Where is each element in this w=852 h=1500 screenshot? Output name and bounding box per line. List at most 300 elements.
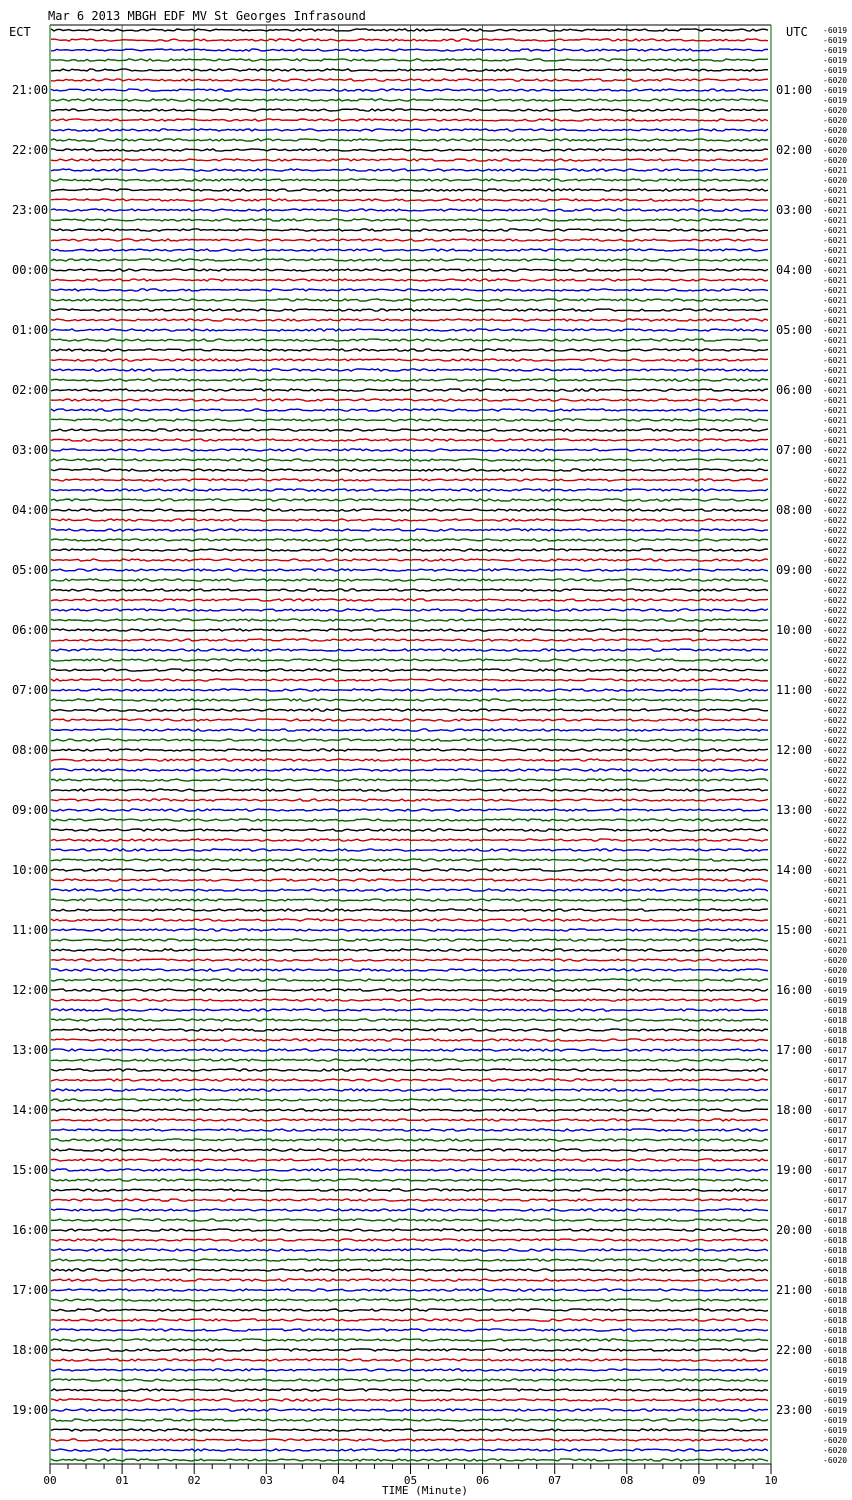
trace-line [51, 769, 768, 771]
trace-line [51, 549, 768, 551]
trace-line [51, 1179, 768, 1181]
trace-offset-label: -6020 [823, 126, 848, 135]
trace-offset-label: -6018 [823, 1006, 848, 1015]
trace-offset-label: -6022 [823, 676, 848, 685]
trace-line [51, 309, 768, 311]
trace-offset-label: -6021 [823, 206, 848, 215]
trace-offset-label: -6021 [823, 386, 848, 395]
trace-offset-label: -6017 [823, 1076, 848, 1085]
trace-offset-label: -6017 [823, 1136, 848, 1145]
right-time-label: 15:00 [776, 923, 813, 937]
trace-line [51, 609, 768, 611]
trace-offset-label: -6017 [823, 1046, 848, 1055]
trace-line [51, 1059, 768, 1061]
trace-line [51, 1289, 768, 1291]
left-time-label: 09:00 [12, 803, 49, 817]
trace-offset-label: -6022 [823, 636, 848, 645]
trace-line [51, 1309, 768, 1311]
trace-offset-label: -6018 [823, 1236, 848, 1245]
trace-line [51, 1159, 768, 1161]
trace-offset-label: -6022 [823, 626, 848, 635]
trace-line [51, 1439, 768, 1441]
trace-line [51, 579, 768, 581]
trace-offset-label: -6017 [823, 1176, 848, 1185]
right-time-label: 10:00 [776, 623, 813, 637]
trace-line [51, 1269, 768, 1271]
trace-line [51, 919, 768, 921]
trace-line [51, 1409, 768, 1411]
right-time-label: 01:00 [776, 83, 813, 97]
trace-offset-label: -6019 [823, 86, 848, 95]
trace-offset-label: -6022 [823, 466, 848, 475]
trace-offset-label: -6018 [823, 1296, 848, 1305]
left-time-label: 02:00 [12, 383, 49, 397]
trace-offset-label: -6018 [823, 1246, 848, 1255]
x-tick-label: 04 [331, 1474, 346, 1487]
trace-offset-label: -6020 [823, 76, 848, 85]
trace-line [51, 879, 768, 881]
right-time-label: 14:00 [776, 863, 813, 877]
trace-offset-label: -6019 [823, 1416, 848, 1425]
trace-offset-label: -6017 [823, 1056, 848, 1065]
trace-line [51, 229, 768, 231]
trace-line [51, 959, 768, 961]
trace-line [51, 279, 768, 281]
trace-offset-label: -6022 [823, 746, 848, 755]
trace-line [51, 1259, 768, 1261]
trace-line [51, 629, 768, 631]
right-time-label: 12:00 [776, 743, 813, 757]
x-tick-label: 02 [187, 1474, 201, 1487]
trace-offset-label: -6022 [823, 696, 848, 705]
trace-offset-label: -6021 [823, 166, 848, 175]
trace-offset-label: -6022 [823, 486, 848, 495]
trace-offset-label: -6021 [823, 426, 848, 435]
trace-line [51, 249, 768, 251]
trace-offset-label: -6017 [823, 1066, 848, 1075]
trace-line [51, 379, 768, 381]
trace-line [51, 159, 768, 161]
trace-offset-label: -6017 [823, 1156, 848, 1165]
trace-offset-label: -6017 [823, 1126, 848, 1135]
trace-offset-label: -6019 [823, 1376, 848, 1385]
left-time-label: 18:00 [12, 1343, 49, 1357]
trace-line [51, 739, 768, 741]
left-time-label: 17:00 [12, 1283, 49, 1297]
trace-offset-label: -6022 [823, 846, 848, 855]
trace-offset-label: -6021 [823, 266, 848, 275]
trace-offset-label: -6019 [823, 1396, 848, 1405]
right-timezone-label: UTC [786, 25, 808, 39]
trace-offset-label: -6021 [823, 406, 848, 415]
trace-line [51, 69, 768, 71]
trace-line [51, 849, 768, 851]
left-time-label: 01:00 [12, 323, 49, 337]
left-time-label: 22:00 [12, 143, 49, 157]
x-tick-label: 07 [548, 1474, 562, 1487]
trace-offset-label: -6020 [823, 1456, 848, 1465]
trace-offset-label: -6020 [823, 1446, 848, 1455]
trace-offset-label: -6022 [823, 646, 848, 655]
trace-offset-label: -6022 [823, 526, 848, 535]
trace-line [51, 419, 768, 421]
x-tick-label: 10 [764, 1474, 778, 1487]
trace-offset-label: -6021 [823, 216, 848, 225]
trace-line [51, 659, 768, 661]
trace-offset-label: -6022 [823, 556, 848, 565]
trace-line [51, 909, 768, 911]
trace-offset-label: -6021 [823, 396, 848, 405]
right-time-label: 18:00 [776, 1103, 813, 1117]
trace-line [51, 429, 768, 431]
trace-offset-label: -6020 [823, 116, 848, 125]
trace-offset-label: -6018 [823, 1306, 848, 1315]
trace-line [51, 219, 768, 221]
trace-offset-label: -6022 [823, 506, 848, 515]
trace-offset-label: -6020 [823, 946, 848, 955]
left-time-label: 12:00 [12, 983, 49, 997]
trace-line [51, 669, 768, 671]
right-time-label: 04:00 [776, 263, 813, 277]
trace-offset-label: -6022 [823, 816, 848, 825]
trace-line [51, 1099, 768, 1101]
trace-line [51, 289, 768, 291]
trace-offset-label: -6021 [823, 186, 848, 195]
trace-line [51, 1459, 768, 1461]
trace-line [51, 839, 768, 841]
right-time-label: 13:00 [776, 803, 813, 817]
trace-offset-label: -6021 [823, 276, 848, 285]
trace-offset-label: -6020 [823, 956, 848, 965]
trace-offset-label: -6020 [823, 1436, 848, 1445]
trace-line [51, 1139, 768, 1141]
trace-line [51, 39, 768, 41]
trace-line [51, 1039, 768, 1041]
x-tick-label: 03 [259, 1474, 273, 1487]
trace-line [51, 489, 768, 491]
trace-offset-label: -6018 [823, 1336, 848, 1345]
x-tick-label: 09 [692, 1474, 706, 1487]
trace-offset-label: -6022 [823, 826, 848, 835]
left-time-label: 10:00 [12, 863, 49, 877]
trace-line [51, 949, 768, 951]
trace-offset-label: -6018 [823, 1316, 848, 1325]
trace-offset-label: -6022 [823, 766, 848, 775]
left-time-label: 19:00 [12, 1403, 49, 1417]
trace-line [51, 1239, 768, 1241]
right-time-labels [776, 83, 812, 1417]
right-time-label: 23:00 [776, 1403, 813, 1417]
trace-offset-label: -6018 [823, 1276, 848, 1285]
trace-line [51, 269, 768, 271]
left-time-label: 08:00 [12, 743, 49, 757]
trace-offset-label: -6021 [823, 876, 848, 885]
trace-offset-label: -6022 [823, 806, 848, 815]
trace-offset-label: -6021 [823, 936, 848, 945]
trace-offset-label: -6021 [823, 316, 848, 325]
trace-offset-label: -6018 [823, 1346, 848, 1355]
trace-line [51, 459, 768, 461]
trace-line [51, 799, 768, 801]
trace-line [51, 619, 768, 621]
trace-line [51, 1109, 768, 1111]
trace-line [51, 149, 768, 151]
left-time-label: 06:00 [12, 623, 49, 637]
trace-offset-label: -6019 [823, 26, 848, 35]
trace-line [51, 399, 768, 401]
right-time-label: 05:00 [776, 323, 813, 337]
left-time-label: 21:00 [12, 83, 49, 97]
left-time-label: 13:00 [12, 1043, 49, 1057]
left-time-labels [12, 83, 48, 1417]
trace-line [51, 999, 768, 1001]
trace-line [51, 49, 768, 51]
trace-line [51, 1349, 768, 1351]
trace-line [51, 1209, 768, 1211]
trace-line [51, 359, 768, 361]
trace-line [51, 109, 768, 111]
trace-offset-labels [823, 26, 847, 1465]
trace-line [51, 199, 768, 201]
trace-offset-label: -6018 [823, 1286, 848, 1295]
trace-offset-label: -6022 [823, 706, 848, 715]
trace-line [51, 79, 768, 81]
trace-line [51, 239, 768, 241]
trace-offset-label: -6019 [823, 1426, 848, 1435]
trace-line [51, 129, 768, 131]
right-time-label: 03:00 [776, 203, 813, 217]
trace-offset-label: -6020 [823, 136, 848, 145]
trace-offset-label: -6021 [823, 886, 848, 895]
trace-line [51, 559, 768, 561]
trace-line [51, 689, 768, 691]
trace-line [51, 709, 768, 711]
trace-line [51, 1089, 768, 1091]
trace-line [51, 339, 768, 341]
trace-line [51, 639, 768, 641]
trace-line [51, 979, 768, 981]
trace-offset-label: -6021 [823, 326, 848, 335]
trace-line [51, 1009, 768, 1011]
trace-line [51, 1389, 768, 1391]
trace-line [51, 259, 768, 261]
trace-offset-label: -6018 [823, 1256, 848, 1265]
right-time-label: 02:00 [776, 143, 813, 157]
trace-line [51, 1219, 768, 1221]
right-time-label: 19:00 [776, 1163, 813, 1177]
trace-line [51, 449, 768, 451]
x-tick-label: 08 [620, 1474, 634, 1487]
trace-line [51, 439, 768, 441]
trace-lines [51, 29, 768, 1461]
trace-line [51, 89, 768, 91]
x-tick-label: 00 [43, 1474, 57, 1487]
trace-offset-label: -6022 [823, 616, 848, 625]
trace-line [51, 929, 768, 931]
trace-line [51, 389, 768, 391]
trace-offset-label: -6019 [823, 96, 848, 105]
trace-offset-label: -6021 [823, 286, 848, 295]
trace-offset-label: -6022 [823, 496, 848, 505]
trace-line [51, 529, 768, 531]
trace-offset-label: -6019 [823, 996, 848, 1005]
trace-line [51, 989, 768, 991]
trace-offset-label: -6019 [823, 1366, 848, 1375]
trace-line [51, 349, 768, 351]
trace-line [51, 139, 768, 141]
trace-offset-label: -6021 [823, 896, 848, 905]
trace-line [51, 859, 768, 861]
trace-offset-label: -6022 [823, 476, 848, 485]
trace-offset-label: -6022 [823, 606, 848, 615]
trace-offset-label: -6021 [823, 376, 848, 385]
trace-offset-label: -6017 [823, 1086, 848, 1095]
trace-line [51, 409, 768, 411]
trace-line [51, 589, 768, 591]
trace-offset-label: -6020 [823, 176, 848, 185]
trace-offset-label: -6019 [823, 1386, 848, 1395]
trace-offset-label: -6021 [823, 866, 848, 875]
trace-line [51, 369, 768, 371]
trace-offset-label: -6018 [823, 1216, 848, 1225]
trace-offset-label: -6018 [823, 1326, 848, 1335]
trace-line [51, 699, 768, 701]
trace-line [51, 1199, 768, 1201]
trace-offset-label: -6017 [823, 1186, 848, 1195]
trace-line [51, 1369, 768, 1371]
right-time-label: 11:00 [776, 683, 813, 697]
trace-line [51, 1249, 768, 1251]
trace-offset-label: -6021 [823, 256, 848, 265]
trace-line [51, 1029, 768, 1031]
trace-offset-label: -6021 [823, 226, 848, 235]
trace-offset-label: -6018 [823, 1016, 848, 1025]
left-time-label: 03:00 [12, 443, 49, 457]
trace-offset-label: -6021 [823, 416, 848, 425]
trace-line [51, 809, 768, 811]
x-axis-label: TIME (Minute) [381, 1484, 469, 1497]
trace-offset-label: -6021 [823, 306, 848, 315]
x-tick-label: 01 [115, 1474, 129, 1487]
trace-offset-label: -6020 [823, 156, 848, 165]
trace-offset-label: -6022 [823, 716, 848, 725]
trace-offset-label: -6017 [823, 1166, 848, 1175]
left-time-label: 15:00 [12, 1163, 49, 1177]
trace-offset-label: -6019 [823, 36, 848, 45]
trace-line [51, 189, 768, 191]
trace-line [51, 1339, 768, 1341]
trace-line [51, 499, 768, 501]
right-time-label: 16:00 [776, 983, 813, 997]
trace-line [51, 1189, 768, 1191]
left-time-label: 23:00 [12, 203, 49, 217]
right-time-label: 21:00 [776, 1283, 813, 1297]
trace-offset-label: -6022 [823, 776, 848, 785]
trace-line [51, 1069, 768, 1071]
trace-offset-label: -6022 [823, 736, 848, 745]
trace-line [51, 1229, 768, 1231]
trace-line [51, 729, 768, 731]
trace-line [51, 1129, 768, 1131]
trace-line [51, 1299, 768, 1301]
trace-line [51, 1379, 768, 1381]
trace-offset-label: -6019 [823, 1406, 848, 1415]
trace-offset-label: -6022 [823, 726, 848, 735]
trace-offset-label: -6022 [823, 666, 848, 675]
trace-line [51, 819, 768, 821]
trace-offset-label: -6022 [823, 516, 848, 525]
trace-offset-label: -6017 [823, 1196, 848, 1205]
right-time-label: 22:00 [776, 1343, 813, 1357]
trace-line [51, 1279, 768, 1281]
trace-line [51, 329, 768, 331]
left-time-label: 00:00 [12, 263, 49, 277]
left-timezone-label: ECT [9, 25, 31, 39]
trace-line [51, 319, 768, 321]
trace-offset-label: -6021 [823, 366, 848, 375]
left-time-label: 11:00 [12, 923, 49, 937]
trace-offset-label: -6017 [823, 1146, 848, 1155]
trace-line [51, 29, 768, 31]
trace-line [51, 649, 768, 651]
right-time-label: 07:00 [776, 443, 813, 457]
left-time-label: 04:00 [12, 503, 49, 517]
trace-line [51, 1119, 768, 1121]
trace-offset-label: -6021 [823, 246, 848, 255]
trace-offset-label: -6022 [823, 596, 848, 605]
trace-line [51, 1429, 768, 1431]
trace-line [51, 829, 768, 831]
plot-title: Mar 6 2013 MBGH EDF MV St Georges Infrasound [48, 9, 366, 23]
trace-line [51, 99, 768, 101]
trace-line [51, 209, 768, 211]
trace-offset-label: -6017 [823, 1096, 848, 1105]
trace-offset-label: -6022 [823, 656, 848, 665]
trace-offset-label: -6019 [823, 56, 848, 65]
trace-line [51, 179, 768, 181]
trace-line [51, 779, 768, 781]
trace-line [51, 969, 768, 971]
trace-line [51, 1449, 768, 1451]
trace-offset-label: -6022 [823, 536, 848, 545]
trace-line [51, 59, 768, 61]
trace-offset-label: -6020 [823, 146, 848, 155]
trace-line [51, 759, 768, 761]
trace-offset-label: -6022 [823, 576, 848, 585]
trace-offset-label: -6017 [823, 1206, 848, 1215]
trace-offset-label: -6021 [823, 346, 848, 355]
trace-line [51, 1169, 768, 1171]
trace-line [51, 1359, 768, 1361]
trace-offset-label: -6021 [823, 926, 848, 935]
trace-line [51, 469, 768, 471]
trace-line [51, 1149, 768, 1151]
trace-offset-label: -6020 [823, 106, 848, 115]
trace-offset-label: -6022 [823, 756, 848, 765]
right-time-label: 09:00 [776, 563, 813, 577]
trace-offset-label: -6019 [823, 976, 848, 985]
trace-offset-label: -6020 [823, 966, 848, 975]
x-tick-label: 05 [403, 1474, 418, 1487]
right-time-label: 20:00 [776, 1223, 813, 1237]
trace-line [51, 1329, 768, 1331]
trace-offset-label: -6022 [823, 586, 848, 595]
trace-offset-label: -6022 [823, 686, 848, 695]
left-time-label: 16:00 [12, 1223, 49, 1237]
trace-offset-label: -6019 [823, 46, 848, 55]
trace-line [51, 789, 768, 791]
trace-line [51, 719, 768, 721]
